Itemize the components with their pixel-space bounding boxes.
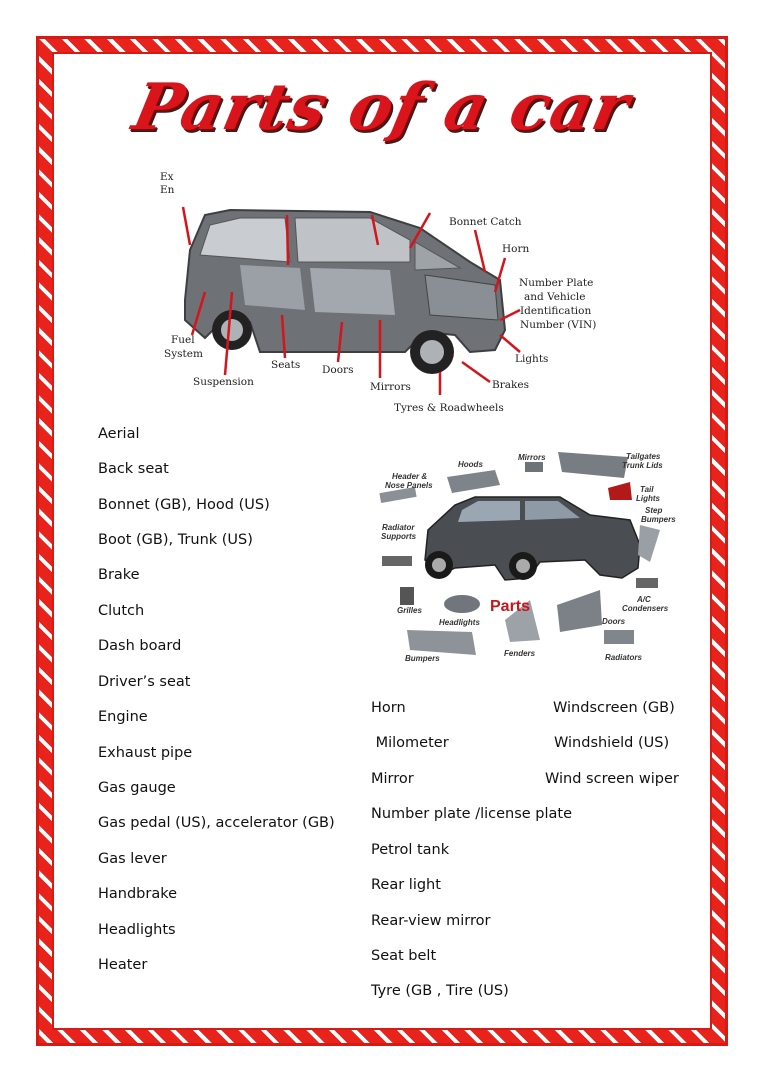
middle-list-item: Number plate /license plate bbox=[371, 806, 573, 822]
plabel-header-2: Nose Panels bbox=[385, 481, 433, 490]
label-bonnet-catch: Bonnet Catch bbox=[449, 216, 522, 228]
page-title: Parts of a car bbox=[126, 70, 637, 145]
left-list-item: Bonnet (GB), Hood (US) bbox=[98, 497, 270, 513]
label-doors: Doors bbox=[322, 364, 354, 376]
plabel-ac-2: Condensers bbox=[622, 604, 669, 613]
middle-list-item: Seat belt bbox=[371, 948, 437, 964]
right-list-item: Windshield (US) bbox=[554, 735, 670, 751]
plabel-hoods: Hoods bbox=[458, 460, 483, 469]
label-fuel-2: System bbox=[164, 348, 203, 360]
left-list-item: Aerial bbox=[98, 426, 140, 442]
left-list-item: Gas gauge bbox=[98, 780, 176, 796]
label-seats: Seats bbox=[271, 359, 301, 371]
plabel-step-1: Step bbox=[645, 506, 663, 515]
left-list-item: Exhaust pipe bbox=[98, 745, 193, 761]
plabel-mirrors: Mirrors bbox=[518, 453, 546, 462]
plabel-tailgates-1: Tailgates bbox=[626, 452, 661, 461]
left-list-item: Back seat bbox=[98, 461, 169, 477]
parts-center-label: Parts bbox=[490, 598, 531, 615]
label-number-plate-2: and Vehicle bbox=[524, 291, 586, 303]
plabel-radiator-2: Supports bbox=[381, 532, 417, 541]
right-list-item: Wind screen wiper bbox=[545, 771, 679, 787]
left-list-item: Boot (GB), Trunk (US) bbox=[98, 532, 253, 548]
plabel-grilles: Grilles bbox=[397, 606, 422, 615]
label-number-plate-1: Number Plate bbox=[519, 277, 594, 289]
plabel-tailgates-2: Trunk Lids bbox=[622, 461, 663, 470]
plabel-doors: Doors bbox=[602, 617, 626, 626]
label-tyres: Tyres & Roadwheels bbox=[394, 402, 504, 414]
middle-list-item: Tyre (GB , Tire (US) bbox=[371, 983, 509, 999]
left-list-item: Driver’s seat bbox=[98, 674, 191, 690]
plabel-radiators: Radiators bbox=[605, 653, 642, 662]
plabel-fenders: Fenders bbox=[504, 649, 536, 658]
label-ex: Ex bbox=[160, 171, 174, 183]
left-list-item: Engine bbox=[98, 709, 148, 725]
plabel-tail-2: Lights bbox=[636, 494, 660, 503]
plabel-ac-1: A/C bbox=[637, 595, 651, 604]
plabel-headlights: Headlights bbox=[439, 618, 480, 627]
plabel-step-2: Bumpers bbox=[641, 515, 676, 524]
left-list-item: Gas lever bbox=[98, 851, 167, 867]
label-number-plate-3: Identification bbox=[520, 305, 592, 317]
plabel-tail-1: Tail bbox=[640, 485, 654, 494]
left-list-item: Brake bbox=[98, 567, 140, 583]
middle-list-item: Milometer bbox=[371, 735, 449, 751]
label-suspension: Suspension bbox=[193, 376, 254, 388]
plabel-header-1: Header & bbox=[392, 472, 428, 481]
middle-list-item: Rear light bbox=[371, 877, 441, 893]
right-list-item: Windscreen (GB) bbox=[553, 700, 675, 716]
plabel-radiator-1: Radiator bbox=[382, 523, 415, 532]
left-list-item: Handbrake bbox=[98, 886, 178, 902]
plabel-bumpers: Bumpers bbox=[405, 654, 440, 663]
left-list-item: Clutch bbox=[98, 603, 145, 619]
left-list-item: Headlights bbox=[98, 922, 176, 938]
label-number-plate-4: Number (VIN) bbox=[520, 319, 597, 331]
left-list-item: Heater bbox=[98, 957, 148, 973]
label-horn: Horn bbox=[502, 243, 530, 255]
label-en: En bbox=[160, 184, 175, 196]
label-fuel-1: Fuel bbox=[171, 334, 195, 346]
label-mirrors: Mirrors bbox=[370, 381, 411, 393]
left-list-item: Gas pedal (US), accelerator (GB) bbox=[98, 815, 335, 831]
middle-list-item: Petrol tank bbox=[371, 842, 450, 858]
label-brakes: Brakes bbox=[492, 379, 529, 391]
middle-list-item: Rear-view mirror bbox=[371, 913, 491, 929]
middle-list-item: Mirror bbox=[371, 771, 414, 787]
label-lights: Lights bbox=[515, 353, 549, 365]
middle-list-item: Horn bbox=[371, 700, 406, 716]
left-list-item: Dash board bbox=[98, 638, 182, 654]
